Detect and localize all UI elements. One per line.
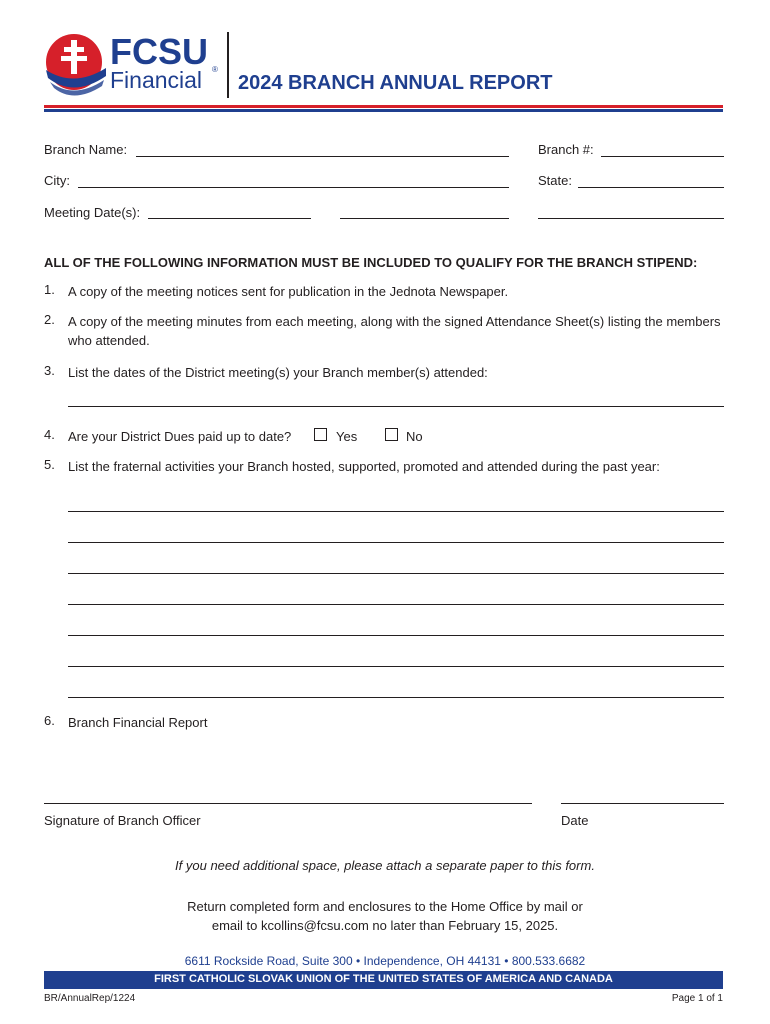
requirements-heading: ALL OF THE FOLLOWING INFORMATION MUST BE INCLUDED TO QUALIFY FOR THE BRANCH STIPEND: [44, 255, 698, 270]
item-number: 3. [44, 363, 55, 378]
activities-line[interactable] [68, 635, 724, 636]
item-text: Are your District Dues paid up to date? [68, 429, 292, 444]
item-number: 4. [44, 427, 55, 442]
branch-name-label: Branch Name: [44, 142, 128, 157]
activities-line[interactable] [68, 697, 724, 698]
meeting-date-field-1[interactable] [148, 218, 311, 219]
yes-label: Yes [336, 429, 358, 444]
item-text: A copy of the meeting minutes from each meeting, along with the signed Attendance Sheet(s) listing the members [68, 314, 721, 329]
form-code: BR/AnnualRep/1224 [44, 993, 136, 1004]
signature-label: Signature of Branch Officer [44, 813, 201, 828]
activities-line[interactable] [68, 542, 724, 543]
item-number: 1. [44, 282, 55, 297]
item-text: Branch Financial Report [68, 715, 208, 730]
item-text: List the dates of the District meeting(s) your Branch member(s) attended: [68, 365, 488, 380]
item-text: A copy of the meeting notices sent for publication in the Jednota Newspaper. [68, 284, 509, 299]
no-checkbox[interactable] [385, 428, 398, 441]
district-meetings-field[interactable] [68, 406, 724, 407]
activities-line[interactable] [68, 666, 724, 667]
logo-sub-text: Financial [110, 67, 203, 93]
no-label: No [406, 429, 423, 444]
item-text: List the fraternal activities your Branch hosted, supported, promoted and attended during the past year: [68, 459, 660, 474]
page-number: Page 1 of 1 [671, 993, 723, 1004]
logo-registered-mark: ® [212, 65, 218, 74]
yes-checkbox[interactable] [314, 428, 327, 441]
fcsu-financial-logo [44, 30, 224, 102]
return-instructions-line-1: Return completed form and enclosures to the Home Office by mail or [187, 899, 583, 914]
return-instructions-line-2: email to kcollins@fcsu.com no later than February 15, 2025. [211, 918, 559, 933]
item-number: 2. [44, 312, 55, 327]
header-divider [227, 32, 229, 98]
branch-number-field[interactable] [601, 156, 724, 157]
branch-number-label: Branch #: [538, 142, 594, 157]
item-number: 5. [44, 457, 55, 472]
state-label: State: [538, 173, 572, 188]
meeting-date-field-2[interactable] [340, 218, 509, 219]
office-address: 6611 Rockside Road, Suite 300 • Independence, OH 44131 • 800.533.6682 [184, 954, 586, 968]
activities-line[interactable] [68, 604, 724, 605]
branch-name-field[interactable] [136, 156, 509, 157]
activities-line[interactable] [68, 573, 724, 574]
signature-field[interactable] [44, 803, 532, 804]
header-rule-blue [44, 109, 723, 112]
item-text-continued: who attended. [68, 333, 150, 348]
logo-brand-text: FCSU [110, 31, 208, 72]
item-number: 6. [44, 713, 55, 728]
organization-name: FIRST CATHOLIC SLOVAK UNION OF THE UNITED STATES OF AMERICA AND CANADA [154, 973, 613, 985]
page-title: 2024 BRANCH ANNUAL REPORT [238, 72, 553, 94]
date-label: Date [561, 813, 589, 828]
city-label: City: [44, 173, 70, 188]
additional-space-note: If you need additional space, please attach a separate paper to this form. [175, 858, 595, 873]
state-field[interactable] [578, 187, 724, 188]
signature-date-field[interactable] [561, 803, 724, 804]
meeting-dates-label: Meeting Date(s): [44, 205, 141, 220]
activities-line[interactable] [68, 511, 724, 512]
header-rule-red [44, 105, 723, 108]
meeting-date-field-3[interactable] [538, 218, 724, 219]
city-field[interactable] [78, 187, 509, 188]
